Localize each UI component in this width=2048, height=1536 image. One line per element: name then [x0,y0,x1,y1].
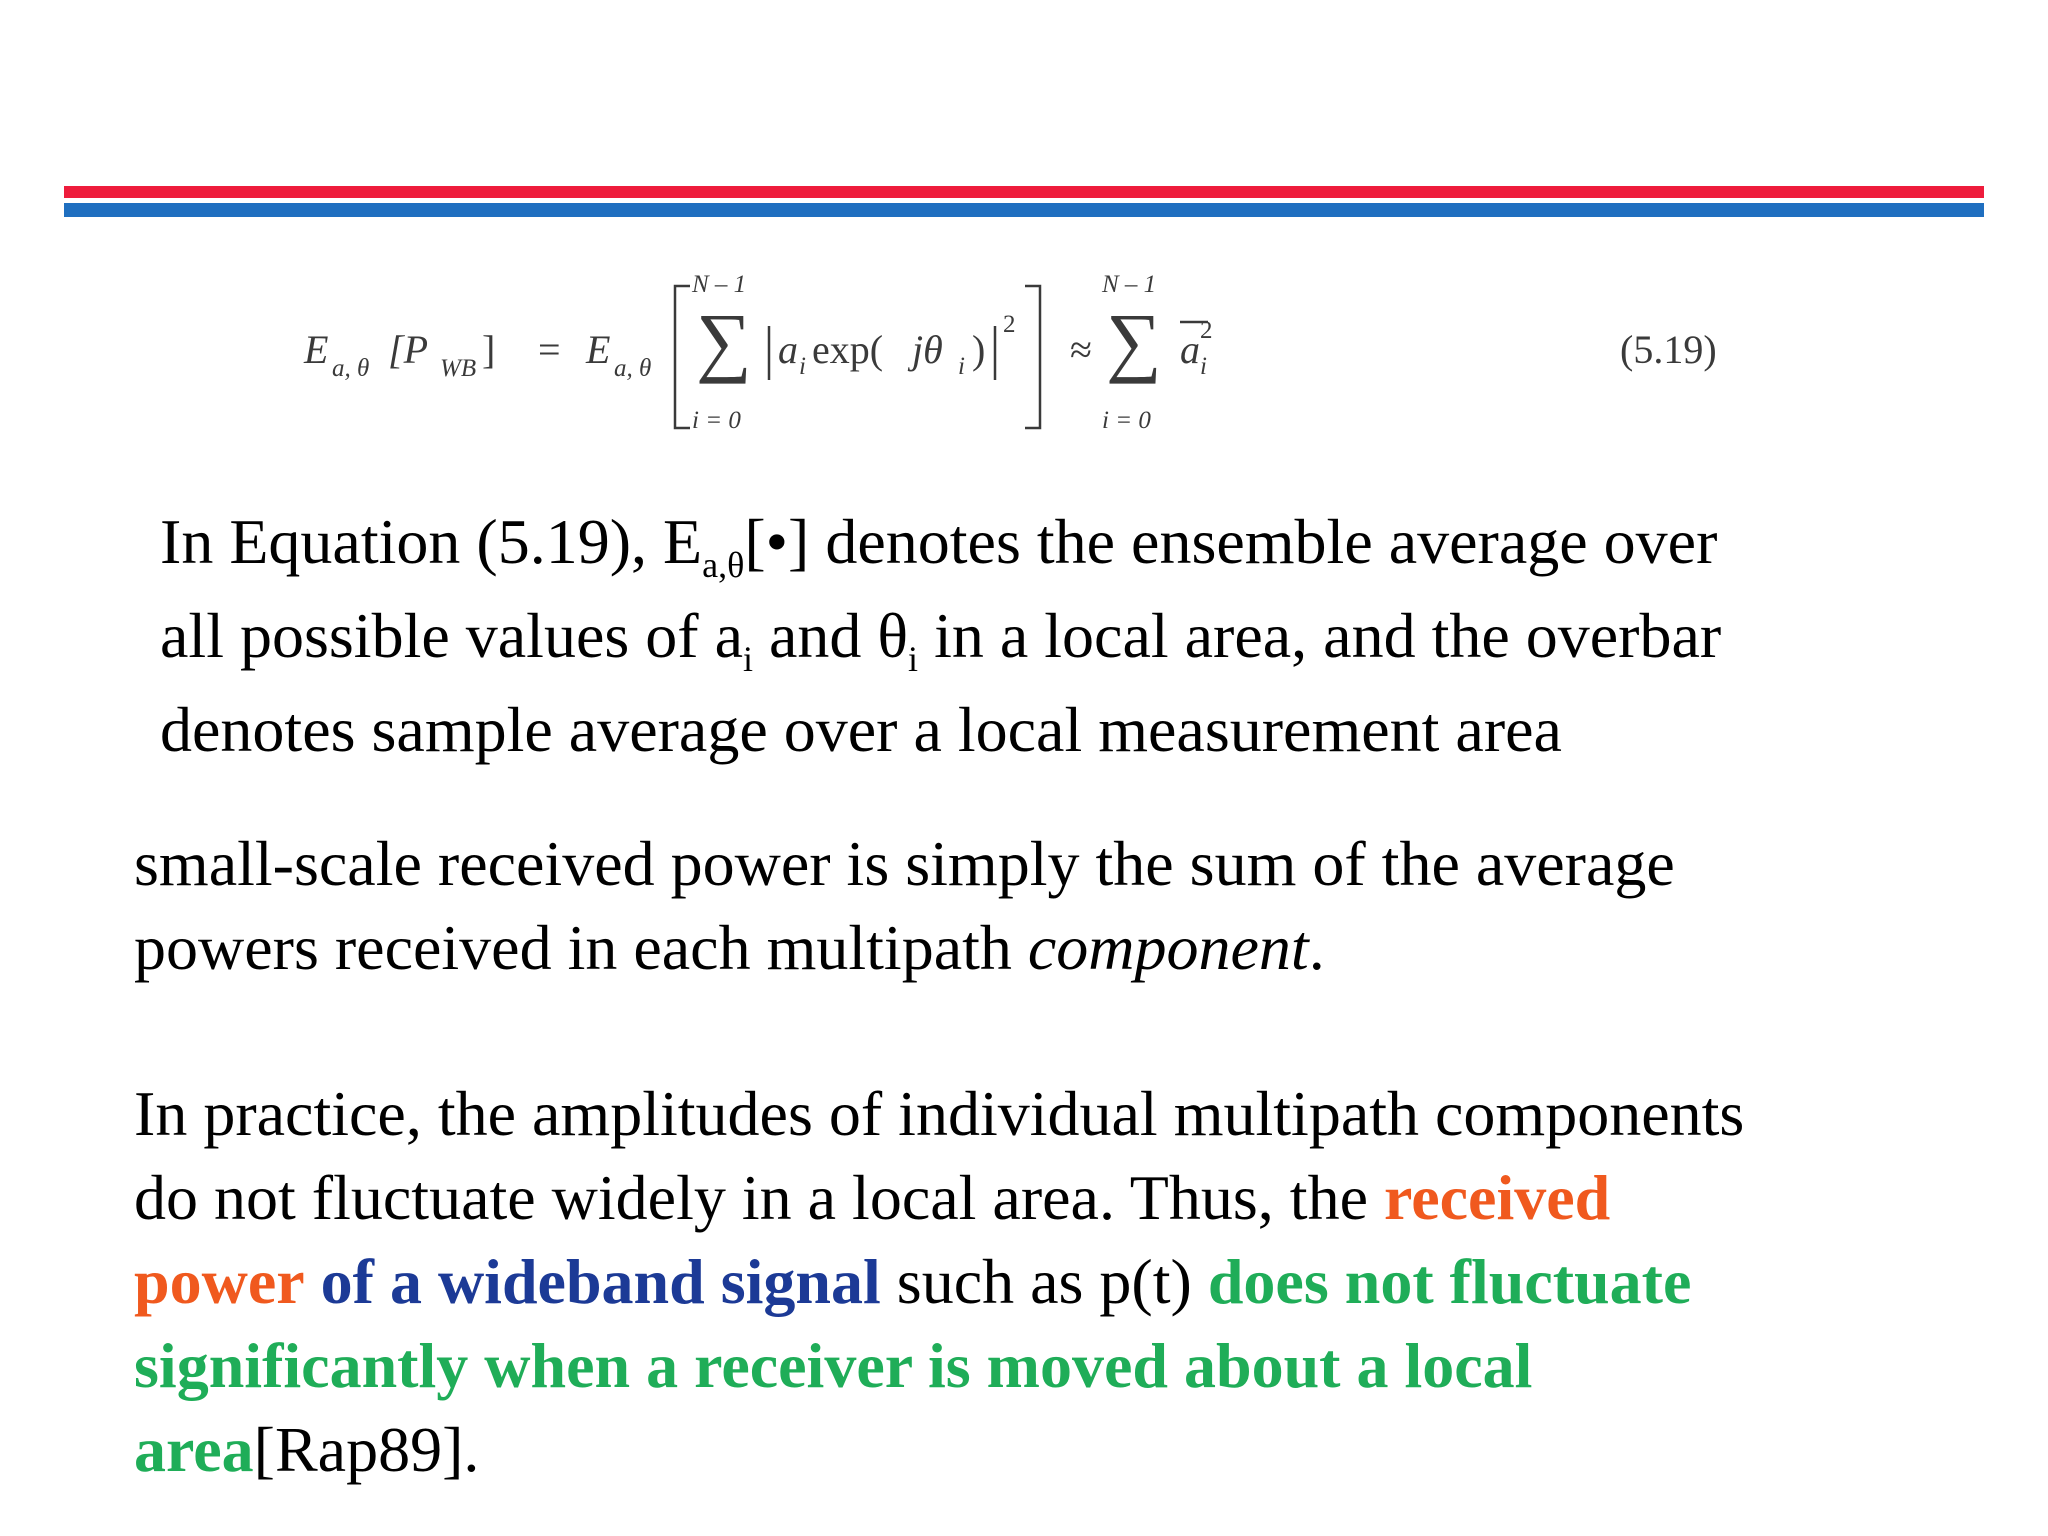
eq-lhs-E: E [304,327,329,372]
eq-rhs-a: a [1180,327,1200,372]
area-highlight: area [134,1414,254,1485]
eq-rhs-a-sup: 2 [1200,317,1213,344]
para2-line1: small-scale received power is simply the sum of the average [134,828,1675,899]
equation-brackets [300,268,1760,448]
eq-sum2-lower: i = 0 [1102,407,1151,434]
para3-line5 [134,1414,480,1485]
para1-l2-c: in a local area, and the overbar [918,600,1722,671]
eq-lhs-wb: WB [440,355,477,382]
eq-power: 2 [1003,311,1016,338]
para3-l2-a: do not fluctuate widely in a local area. Thus, the [134,1162,1384,1233]
eq-abs-a: a [778,327,798,372]
citation-rap89: [Rap89]. [253,1414,480,1485]
eq-lhs-close: ] [482,327,496,372]
para3-line1: In practice, the amplitudes of individual multipath components [134,1078,1745,1149]
para1-l1-b: [•] denotes the ensemble average over [744,506,1718,577]
para1-l2-sub1: i [742,639,753,679]
wideband-signal-highlight: of a wideband signal [320,1246,881,1317]
does-not-fluctuate-highlight: does not fluctuate [1207,1246,1692,1317]
eq-exp-sub: i [958,353,965,380]
para1-l1-sub: a,θ [702,545,745,585]
eq-sum-symbol: ∑ [696,297,752,384]
para3-l3-space [305,1246,321,1317]
para3-l3-plain: such as p(t) [880,1246,1208,1317]
eq-sum2-upper: N – 1 [1102,271,1157,298]
para3-line4: significantly when a receiver is moved about a local [134,1330,1533,1401]
eq-rhs-E: E [586,327,611,372]
eq-lhs-sub: a, θ [332,355,370,382]
eq-approx: ≈ [1070,327,1092,372]
para1-l1-a: In Equation (5.19), E [160,506,703,577]
eq-number: (5.19) [1620,327,1717,372]
eq-exp: exp( [812,327,884,372]
eq-equals: = [538,327,561,372]
eq-exp-j: jθ [912,327,943,372]
power-highlight: power [134,1246,305,1317]
received-highlight: received [1383,1162,1611,1233]
para1-l2-a: all possible values of a [160,600,743,671]
para1-line3: denotes sample average over a local measurement area [160,694,1562,765]
para1-l2-b: and θ [752,600,909,671]
para1-line1 [160,506,1718,585]
eq-sum-lower: i = 0 [692,407,741,434]
para2-l2-b: . [1308,912,1325,983]
para1-l2-sub2: i [908,639,919,679]
para1-line2 [160,600,1722,679]
eq-rhs-a-sub: i [1200,353,1207,380]
para3-line3 [134,1246,1692,1317]
para2-l2-em: component [1027,912,1309,983]
top-rule-blue [64,203,1984,217]
equation-5-19 [300,268,1760,448]
eq-lhs-bracket: [P [388,327,428,372]
para2-l2-a: powers received in each multipath [134,912,1028,983]
eq-sum2-symbol: ∑ [1106,297,1162,384]
eq-abs-a-sub: i [799,353,806,380]
top-rule-red [64,186,1984,198]
para3-line2 [134,1162,1611,1233]
eq-exp-close: ) [972,327,986,372]
eq-sum-upper: N – 1 [692,271,747,298]
para2-line2 [134,912,1325,983]
eq-rhs-sub: a, θ [614,355,652,382]
